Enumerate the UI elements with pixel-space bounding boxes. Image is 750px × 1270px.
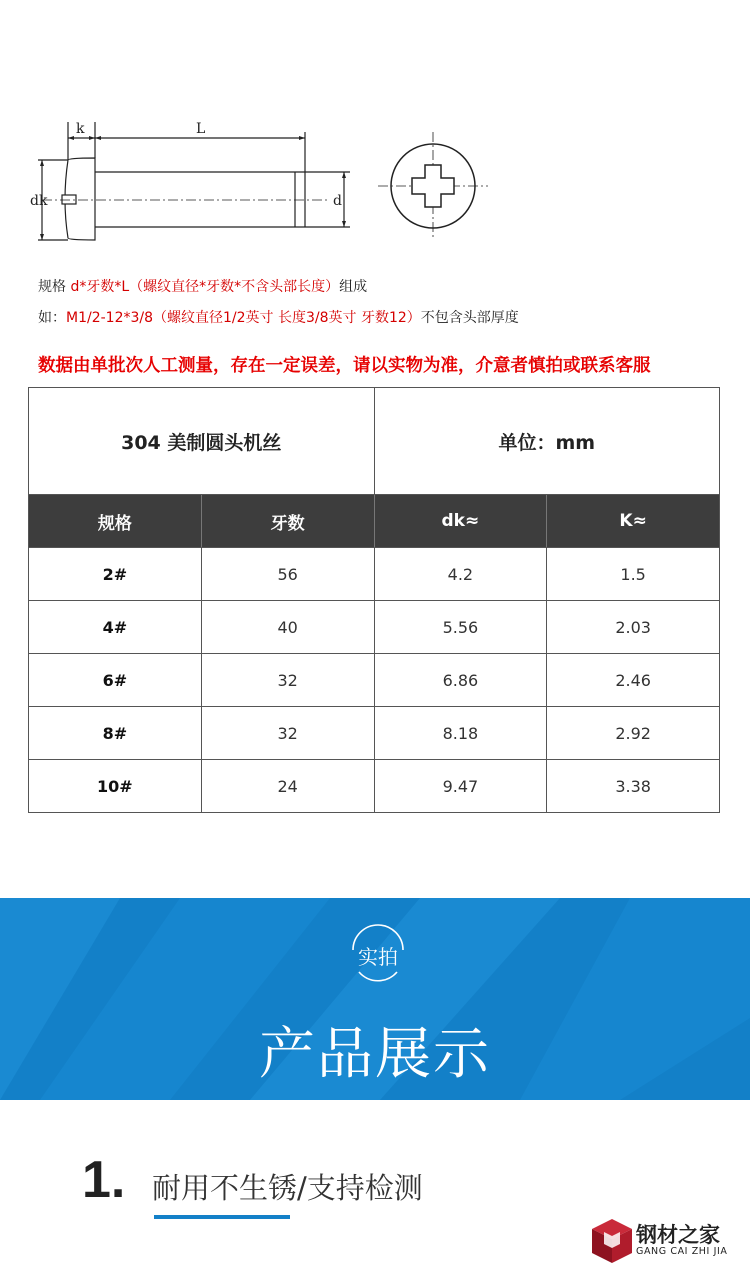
cell-spec: 4# [29,601,202,653]
table-row [29,600,719,653]
banner-title: 产品展示 [259,1022,491,1087]
cell-thread: 32 [202,654,375,706]
cell-k: 2.03 [615,617,651,637]
spec-line2-red: M1/2-12*3/8（螺纹直径1/2英寸 长度3/8英寸 牙数12） [66,310,421,326]
spec-table [28,387,720,813]
cell-k: 2.46 [615,670,651,690]
table-title: 304 美制圆头机丝 [29,388,375,494]
table-row [29,759,719,812]
cell-thread: 32 [202,707,375,759]
table-row [29,547,719,600]
logo-text-en: GANG CAI ZHI JIA [636,1246,728,1257]
cell-dk: 6.86 [375,654,548,706]
table-row [29,706,719,759]
label-k: k [76,121,85,137]
spec-example-line [38,307,519,327]
feature-number: 1. [82,1151,126,1209]
cell-thread: 40 [202,601,375,653]
screw-dimension-diagram [0,0,750,260]
cell-k: 2.92 [615,723,651,743]
feature-text: 耐用不生锈/支持检测 [152,1171,423,1205]
spec-format-line [38,276,367,296]
badge-label: 实拍 [358,945,398,969]
cell-spec: 6# [29,654,202,706]
spec-line1-red: d*牙数*L（螺纹直径*牙数*不含头部长度） [70,279,340,295]
spec-line2-suffix: 不包含头部厚度 [420,310,519,326]
label-L: L [196,121,206,137]
spec-line1-suffix: 组成 [339,279,368,295]
cell-spec: 8# [29,707,202,759]
table-unit: 单位：mm [498,431,596,454]
table-header [29,388,719,495]
cell-dk: 4.2 [375,548,548,600]
cell-thread: 24 [202,760,375,812]
product-showcase-banner [0,898,750,1100]
cell-k: 3.38 [615,776,651,796]
measurement-warning: 数据由单批次人工测量，存在一定误差，请以实物为准，介意者慎拍或联系客服 [38,356,651,376]
column-header-dk: dk≈ [375,495,548,547]
column-header-k: K≈ [619,511,647,531]
logo-text-cn: 钢材之家 [636,1223,720,1247]
cell-dk: 9.47 [375,760,548,812]
label-dk: dk [30,193,48,209]
table-row [29,653,719,706]
label-d: d [333,193,342,209]
feature-underline [154,1215,290,1219]
cell-k: 1.5 [620,564,646,584]
cell-spec: 2# [29,548,202,600]
cell-thread: 56 [202,548,375,600]
cell-dk: 8.18 [375,707,548,759]
column-header-spec: 规格 [29,495,202,547]
column-header-thread: 牙数 [202,495,375,547]
spec-line2-prefix: 如： [38,310,66,326]
spec-line1-prefix: 规格 [38,279,71,295]
column-header-row [29,495,719,547]
cell-spec: 10# [29,760,202,812]
cell-dk: 5.56 [375,601,548,653]
